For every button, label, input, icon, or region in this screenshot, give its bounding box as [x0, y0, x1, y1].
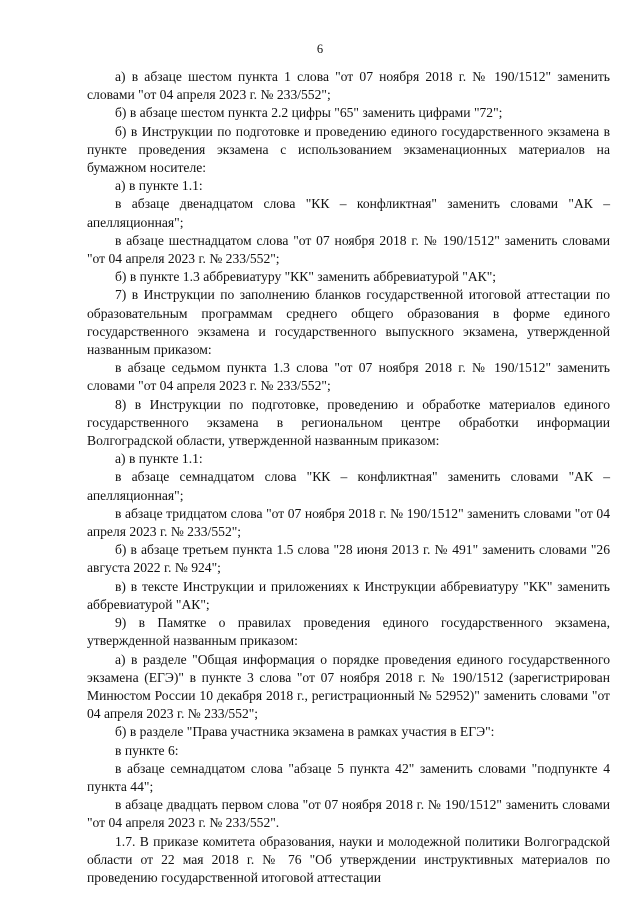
paragraph: б) в абзаце третьем пункта 1.5 слова "28 июня 2013 г. № 491" заменить словами "26 августа 2022 г. № 924";: [87, 542, 610, 576]
paragraph: в абзаце семнадцатом слова "абзаце 5 пункта 42" заменить словами "подпункте 4 пункта 44";: [87, 760, 610, 794]
paragraph: в абзаце двенадцатом слова "КК – конфликтная" заменить словами "АК – апелляционная";: [87, 196, 610, 230]
paragraph: б) в пункте 1.3 аббревиатуру "КК" заменить аббревиатурой "АК";: [115, 269, 497, 285]
paragraph: а) в разделе "Общая информация о порядке проведения единого государственного экзамена (ЕГЭ)" в пункте 3 слова "от 07 ноября 2018 г. № 190/1512 (зарегистрирован Минюстом России 10 декабря 2018 г., регистрационный № 52952)" заменить словами "от 04 апреля 2023 г. № 233/552";: [87, 651, 610, 722]
paragraph: 7) в Инструкции по заполнению бланков государственной итоговой аттестации по образовательным программам среднего общего образования в форме единого государственного экзамена и государственного выпускного экзамена, утвержденной названным приказом:: [87, 287, 610, 358]
paragraph: б) в разделе "Права участника экзамена в рамках участия в ЕГЭ":: [115, 724, 495, 740]
page-number: 6: [316, 42, 324, 56]
paragraph: в абзаце тридцатом слова "от 07 ноября 2018 г. № 190/1512" заменить словами "от 04 апреля 2023 г. № 233/552";: [87, 505, 610, 540]
paragraph: б) в абзаце шестом пункта 2.2 цифры "65" заменить цифрами "72";: [115, 105, 503, 121]
paragraph: 1.7. В приказе комитета образования, науки и молодежной политики Волгоградской области от 22 мая 2018 г. № 76 "Об утверждении инструктивных материалов по проведению государственной итоговой аттестации: [87, 833, 610, 885]
paragraph: а) в абзаце шестом пункта 1 слова "от 07 ноября 2018 г. № 190/1512" заменить словами "от 04 апреля 2023 г. № 233/552";: [87, 69, 610, 103]
paragraph: в пункте 6:: [115, 742, 179, 758]
paragraph: 9) в Памятке о правилах проведения единого государственного экзамена, утвержденной названным приказом:: [87, 615, 610, 649]
paragraph: б) в Инструкции по подготовке и проведению единого государственного экзамена в пункте проведения экзамена с использованием экзаменационных материалов на бумажном носителе:: [87, 123, 610, 176]
paragraph: а) в пункте 1.1:: [115, 178, 203, 194]
paragraph: в абзаце семнадцатом слова "КК – конфликтная" заменить словами "АК – апелляционная";: [87, 469, 610, 503]
paragraph: в абзаце шестнадцатом слова "от 07 ноября 2018 г. № 190/1512" заменить словами "от 04 апреля 2023 г. № 233/552";: [87, 232, 610, 267]
paragraph: 8) в Инструкции по подготовке, проведению и обработке материалов единого государственного экзамена в региональном центре обработки информации Волгоградской области, утвержденной названным приказом:: [87, 396, 610, 449]
document-body: [87, 68, 610, 887]
paragraph: а) в пункте 1.1:: [115, 451, 203, 467]
paragraph: в абзаце седьмом пункта 1.3 слова "от 07 ноября 2018 г. № 190/1512" заменить словами "от 04 апреля 2023 г. № 233/552";: [87, 360, 610, 394]
paragraph: в абзаце двадцать первом слова "от 07 ноября 2018 г. № 190/1512" заменить словами "от 04 апреля 2023 г. № 233/552".: [87, 797, 610, 831]
paragraph: в) в тексте Инструкции и приложениях к Инструкции аббревиатуру "КК" заменить аббревиатурой "АК";: [87, 578, 610, 612]
